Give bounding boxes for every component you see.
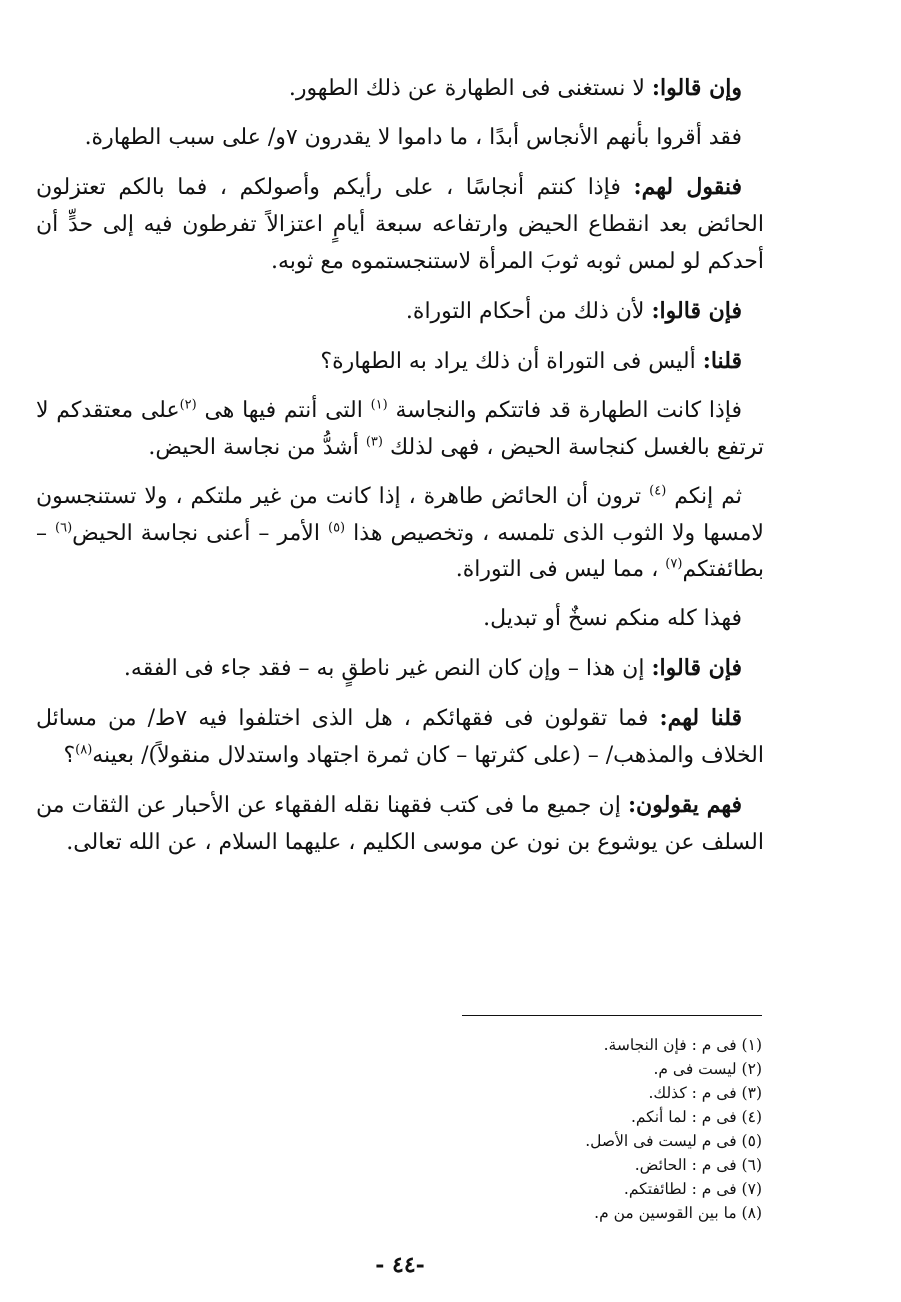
text-segment: ترون أن الحائض طاهرة ، إذا كانت من غير ملتكم ، ولا تستنجسون لامسها ولا الثوب الذى تلمسه ، وتخصيص هذا — [36, 483, 764, 546]
footnote: (٥) فى م ليست فى الأصل. — [585, 1132, 762, 1151]
paragraph-2 — [36, 120, 764, 157]
paragraph-8 — [36, 601, 764, 638]
footnote-ref: (٦) — [55, 520, 73, 536]
footnote: (١) فى م : فإن النجاسة. — [603, 1036, 762, 1054]
footnote: (٦) فى م : الحائض. — [634, 1156, 762, 1175]
footnote: (٣) فى م : كذلك. — [648, 1084, 762, 1103]
paragraph-lead: فإن قالوا: — [651, 655, 742, 682]
paragraph-lead: فنقول لهم: — [633, 173, 742, 200]
paragraph-1 — [36, 70, 764, 108]
paragraph-lead: فإن قالوا: — [651, 297, 742, 324]
footnote-ref: (٥) — [327, 520, 346, 536]
text-segment: أشدُّ من نجاسة الحيض. — [148, 434, 366, 460]
footnote: (٤) فى م : لما أنكم. — [630, 1108, 762, 1127]
text-segment: فإذا كانت الطهارة قد فاتتكم والنجاسة — [387, 397, 742, 423]
footnote: (٧) فى م : لطائفتكم. — [623, 1180, 762, 1199]
paragraph-text: أليس فى التوراة أن ذلك يراد به الطهارة؟ — [320, 348, 703, 374]
text-segment: فما تقولون فى فقهائكم ، هل الذى اختلفوا فيه ٧ط/ من مسائل الخلاف والمذهب/ – (على كثرتها – كان ثمرة اجتهاد واستدلال منقولاً)/ بعينه — [36, 706, 764, 769]
paragraph-6 — [36, 393, 764, 467]
paragraph-lead: قلنا: — [702, 347, 742, 374]
paragraph-9 — [36, 650, 764, 688]
text-segment: على معتقدكم لا ترتفع بالغسل كنجاسة الحيض ، فهى لذلك — [36, 397, 764, 460]
text-segment: ثم إنكم — [666, 483, 743, 509]
text-segment: التى أنتم فيها هى — [196, 397, 371, 423]
paragraph-7 — [36, 479, 764, 590]
text-segment: ؟ — [63, 743, 76, 769]
paragraph-text: فإذا كنتم أنجاسًا ، على رأيكم وأصولكم ، فما بالكم تعتزلون الحائض بعد انقطاع الحيض وارتفاعه سبعة أيامٍ اعتزالاً تفرطون فيه إلى حدٍّ أن أحدكم لو لمس ثوبه ثوبَ المرأة لاستنجستموه مع ثوبه. — [36, 174, 764, 274]
footnote-divider — [462, 1015, 762, 1016]
paragraph-4 — [36, 293, 764, 331]
text-segment: ، مما ليس فى التوراة. — [455, 557, 666, 583]
paragraph-text: إن جميع ما فى كتب فقهنا نقله الفقهاء عن الأحبار عن الثقات من السلف عن يوشوع بن نون عن موسى الكليم ، عليهما السلام ، عن الله تعالى. — [36, 793, 764, 856]
page-number: -٤٤ - — [375, 1252, 425, 1278]
main-text — [36, 70, 764, 874]
paragraph-text: لا نستغنى فى الطهارة عن ذلك الطهور. — [288, 76, 652, 101]
footnote-ref: (٨) — [75, 742, 93, 758]
footnotes — [300, 1033, 762, 1225]
footnote: (٨) ما بين القوسين من م. — [594, 1204, 762, 1223]
footnote: (٢) ليست فى م. — [653, 1060, 762, 1079]
paragraph-lead: وإن قالوا: — [651, 75, 742, 101]
footnote-ref: (١) — [370, 397, 388, 413]
paragraph-lead: فهم يقولون: — [627, 792, 742, 819]
footnote-ref: (٤) — [649, 483, 667, 499]
paragraph-3 — [36, 169, 764, 281]
paragraph-text: لأن ذلك من أحكام التوراة. — [405, 298, 652, 324]
paragraph-5 — [36, 343, 764, 381]
footnote-ref: (٧) — [665, 557, 683, 573]
footnote-ref: (٢) — [179, 397, 197, 413]
paragraph-10 — [36, 700, 764, 775]
paragraph-11 — [36, 787, 764, 862]
paragraph-text: فقد أقروا بأنهم الأنجاس أبدًا ، ما داموا لا يقدرون ٧و/ على سبب الطهارة. — [84, 124, 742, 150]
text-segment: – بطائفتكم — [36, 520, 764, 583]
footnote-ref: (٣) — [365, 434, 383, 450]
paragraph-text: فهذا كله منكم نسخٌ أو تبديل. — [483, 606, 742, 632]
paragraph-lead: قلنا لهم: — [659, 705, 742, 732]
text-segment: الأمر – أعنى نجاسة الحيض — [72, 520, 328, 546]
paragraph-text: إن هذا – وإن كان النص غير ناطقٍ به – فقد جاء فى الفقه. — [123, 656, 652, 682]
